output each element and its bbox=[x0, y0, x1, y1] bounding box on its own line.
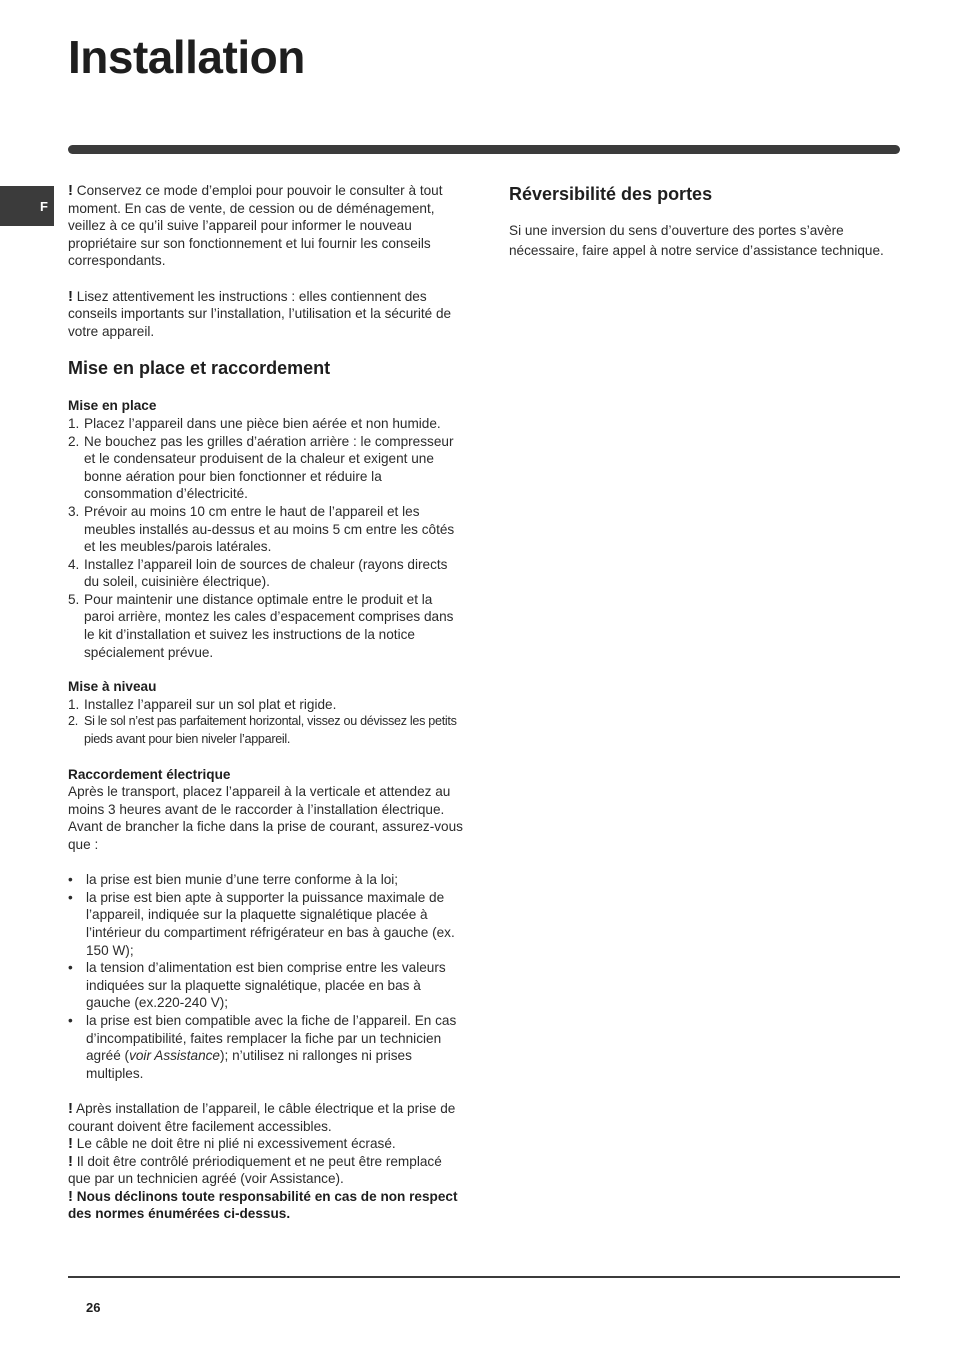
warning-note: ! Il doit être contrôlé prériodiquement et ne peut être remplacé que par un technicien agréé (voir Assistance). bbox=[68, 1152, 442, 1187]
bullet-icon: • bbox=[68, 1012, 73, 1028]
list-item: • la prise est bien apte à supporter la puissance maximale de l’appareil, indiquée sur la plaquette signalétique placée à l’intérieur du compartiment réfrigérateur en bas à gauche (ex. 150 W); bbox=[68, 889, 455, 958]
list-item: 1. Placez l’appareil dans une pièce bien aérée et non humide. bbox=[68, 415, 441, 431]
list-item: • la prise est bien compatible avec la fiche de l’appareil. En cas d’incompatibilité, faites remplacer la fiche par un technicien agréé (voir Assistance); n’utilisez ni rallonges ni prises multiples. bbox=[68, 1012, 457, 1081]
warning-mark-icon: ! bbox=[68, 1135, 73, 1153]
page-title: Installation bbox=[68, 31, 305, 83]
list-item: 2. Ne bouchez pas les grilles d’aération arrière : le compresseur et le condensateur produisent de la chaleur et exigent une bonne aération pour bien fonctionner et réduire la consommation d’électricité. bbox=[68, 433, 454, 502]
section-title-reversibilite: Réversibilité des portes bbox=[509, 184, 713, 204]
raccordement-intro: Après le transport, placez l’appareil à la verticale et attendez au moins 3 heures avant de le raccorder à l’installation électrique. Avant de brancher la fiche dans la prise de courant, assurez-vous que : bbox=[68, 784, 463, 852]
list-item: 1. Installez l’appareil sur un sol plat et rigide. bbox=[68, 696, 337, 712]
left-column bbox=[68, 182, 464, 1223]
warning-note: ! Le câble ne doit être ni plié ni excessivement écrasé. bbox=[68, 1135, 396, 1153]
subsection-title-mise-en-place: Mise en place bbox=[68, 398, 157, 414]
list-item: 2. Si le sol n’est pas parfaitement horizontal, vissez ou dévissez les petits pieds avant pour bien niveler l’appareil. bbox=[68, 714, 457, 747]
list-item: • la prise est bien munie d’une terre conforme à la loi; bbox=[68, 872, 399, 888]
subsection-title-mise-a-niveau: Mise à niveau bbox=[68, 679, 157, 695]
intro-note-1: ! Conservez ce mode d’emploi pour pouvoir le consulter à tout moment. En cas de vente, de cession ou de déménagement, veillez à ce qu’il suive l’appareil pour informer le nouveau propriétaire sur son fonctionnement et lui fournir les conseils correspondants. bbox=[68, 182, 443, 269]
warning-note: ! Après installation de l’appareil, le câble électrique et la prise de courant doivent être facilement accessibles. bbox=[68, 1099, 456, 1134]
bullet-icon: • bbox=[68, 960, 73, 976]
warning-mark-icon: ! bbox=[68, 1099, 73, 1117]
warning-mark-icon: ! bbox=[68, 1187, 73, 1205]
footer-divider bbox=[68, 1276, 900, 1278]
mise-en-place-list bbox=[68, 415, 464, 661]
page-number: 26 bbox=[86, 1300, 101, 1315]
right-column bbox=[509, 182, 901, 260]
language-tab: F bbox=[0, 186, 54, 226]
warning-mark-icon: ! bbox=[68, 182, 73, 199]
list-item: 5. Pour maintenir une distance optimale entre le produit et la paroi arrière, montez les cales d’espacement comprises dans le kit d’installation et suivez les instructions de la notice spécialement prévue. bbox=[68, 591, 454, 660]
section-title-mise-en-place-raccordement: Mise en place et raccordement bbox=[68, 358, 331, 379]
list-item: • la tension d’alimentation est bien comprise entre les valeurs indiquées sur la plaquette signalétique, placée en bas à gauche (ex.220-240 V); bbox=[68, 960, 446, 1011]
reversibilite-text: Si une inversion du sens d’ouverture des portes s’avère nécessaire, faire appel à notre service d’assistance technique. bbox=[509, 223, 884, 258]
raccordement-bullets bbox=[68, 871, 464, 1082]
bullet-icon: • bbox=[68, 889, 73, 905]
header-divider bbox=[68, 145, 900, 154]
warning-mark-icon: ! bbox=[68, 287, 73, 305]
list-item: 3. Prévoir au moins 10 cm entre le haut de l’appareil et les meubles installés au-dessus et au moins 5 cm entre les côtés et les meubles/parois latérales. bbox=[68, 503, 455, 555]
list-item: 4. Installez l’appareil loin de sources de chaleur (rayons directs du soleil, cuisinière électrique). bbox=[68, 556, 448, 590]
warning-mark-icon: ! bbox=[68, 1152, 73, 1170]
final-warning: ! Nous déclinons toute responsabilité en cas de non respect des normes énumérées ci-dessus. bbox=[68, 1187, 458, 1222]
subsection-title-raccordement: Raccordement électrique bbox=[68, 766, 231, 782]
bullet-icon: • bbox=[68, 872, 73, 888]
mise-a-niveau-list bbox=[68, 696, 464, 749]
intro-note-2: ! Lisez attentivement les instructions : elles contiennent des conseils importants sur l’installation, l’utilisation et la sécurité de votre appareil. bbox=[68, 287, 452, 339]
